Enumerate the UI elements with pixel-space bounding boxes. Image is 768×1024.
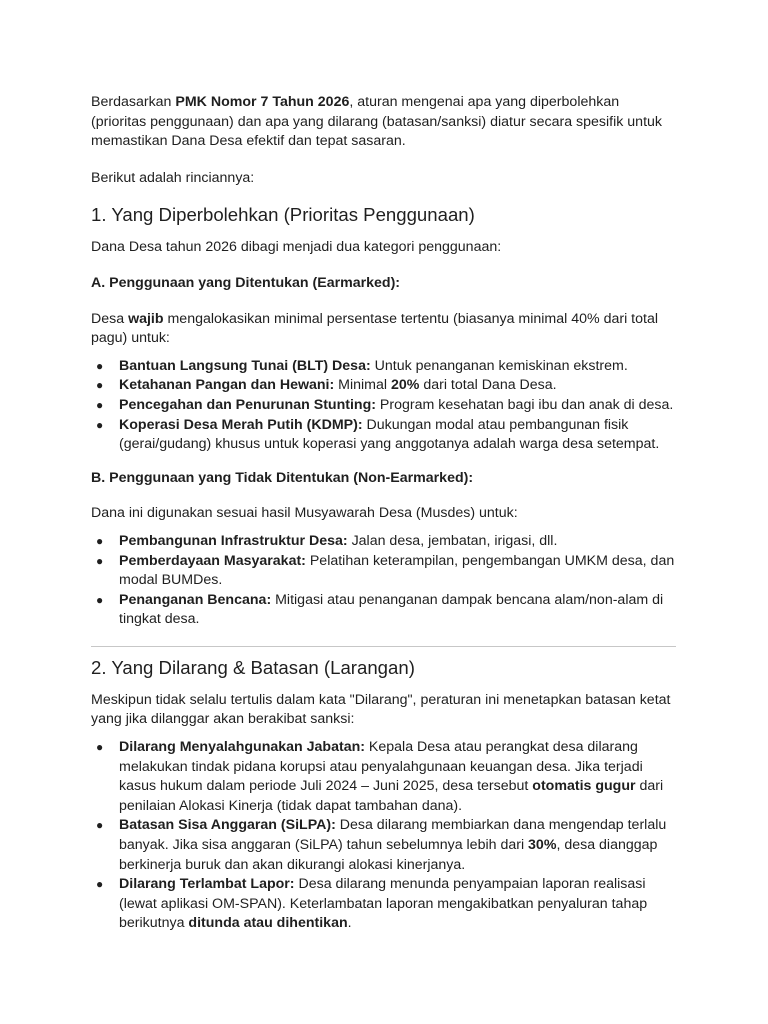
list-item: ● Koperasi Desa Merah Putih (KDMP): Dukungan modal atau pembangunan fisik (gerai/gudang) khusus untuk koperasi yang anggotanya adalah warga desa setempat.: [96, 416, 660, 453]
bullet-icon: ●: [96, 553, 104, 568]
list-item: ● Pemberdayaan Masyarakat: Pelatihan keterampilan, pengembangan UMKM desa, dan modal BUMDes.: [96, 552, 675, 589]
bullet-icon: ●: [96, 378, 104, 393]
list-item: ● Dilarang Terlambat Lapor: Desa dilarang menunda penyampaian laporan realisasi (lewat aplikasi OM-SPAN). Keterlambatan laporan mengakibatkan penyaluran tahap berikutnya ditunda atau dihentikan.: [96, 876, 648, 932]
section2-lead: Meskipun tidak selalu tertulis dalam kata "Dilarang", peraturan ini menetapkan batasan ketat yang jika dilanggar akan berakibat sanksi:: [91, 691, 671, 728]
bullet-icon: ●: [96, 417, 104, 432]
non-earmarked-list: [91, 532, 676, 630]
bullet-icon: ●: [96, 818, 104, 833]
list-item: ● Penanganan Bencana: Mitigasi atau penanganan dampak bencana alam/non-alam di tingkat desa.: [96, 591, 664, 628]
section1-heading: 1. Yang Diperbolehkan (Prioritas Penggunaan): [91, 204, 475, 226]
bullet-icon: ●: [96, 877, 104, 892]
subsection-b-heading: B. Penggunaan yang Tidak Ditentukan (Non-Earmarked):: [91, 469, 474, 486]
bullet-icon: ●: [96, 592, 104, 607]
list-item: ● Pencegahan dan Penurunan Stunting: Program kesehatan bagi ibu dan anak di desa.: [91, 396, 676, 416]
bullet-icon: ●: [96, 358, 104, 373]
bullet-icon: ●: [96, 397, 104, 412]
bullet-icon: ●: [96, 740, 104, 755]
subsection-a-lead: Desa wajib mengalokasikan minimal persentase tertentu (biasanya minimal 40% dari total pagu) untuk:: [91, 310, 658, 347]
mandatory-word: wajib: [128, 310, 164, 327]
section1-lead: Dana Desa tahun 2026 dibagi menjadi dua kategori penggunaan:: [91, 239, 502, 256]
bullet-icon: ●: [96, 533, 104, 548]
subsection-a-heading: A. Penggunaan yang Ditentukan (Earmarked):: [91, 274, 401, 291]
list-item: ● Pembangunan Infrastruktur Desa: Jalan desa, jembatan, irigasi, dll.: [91, 532, 676, 552]
section2-heading: 2. Yang Dilarang & Batasan (Larangan): [91, 656, 415, 678]
details-lead: Berikut adalah rinciannya:: [91, 169, 255, 186]
earmarked-list: [91, 357, 676, 455]
list-item: ● Batasan Sisa Anggaran (SiLPA): Desa dilarang membiarkan dana mengendap terlalu banyak. Jika sisa anggaran (SiLPA) tahun sebelumnya lebih dari 30%, desa dianggap berkinerja buruk dan akan dikurangi alokasi kinerjanya.: [96, 817, 667, 873]
list-item: ● Dilarang Menyalahgunakan Jabatan: Kepala Desa atau perangkat desa dilarang melakukan tindak pidana korupsi atau penyalahgunaan keuangan desa. Jika terjadi kasus hukum dalam periode Juli 2024 – Juni 2025, desa tersebut otomatis gugur dari penilaian Alokasi Kinerja (tidak dapat tambahan dana).: [96, 739, 664, 814]
list-item: ● Bantuan Langsung Tunai (BLT) Desa: Untuk penanganan kemiskinan ekstrem.: [91, 357, 676, 377]
section-divider: [91, 646, 676, 647]
intro-text: Berdasarkan: [91, 94, 176, 110]
subsection-b-lead: Dana ini digunakan sesuai hasil Musyawarah Desa (Musdes) untuk:: [91, 505, 518, 522]
list-item: ● Ketahanan Pangan dan Hewani: Minimal 20% dari total Dana Desa.: [91, 376, 676, 396]
regulation-name: PMK Nomor 7 Tahun 2026: [175, 94, 350, 110]
intro-paragraph: [91, 93, 676, 152]
intro-text-end: , aturan mengenai apa yang diperbolehkan (prioritas penggunaan) dan apa yang dilarang (batasan/sanksi) diatur secara spesifik untuk memastikan Dana Desa efektif dan tepat sasaran.: [91, 94, 662, 150]
restrictions-list: [91, 738, 676, 934]
